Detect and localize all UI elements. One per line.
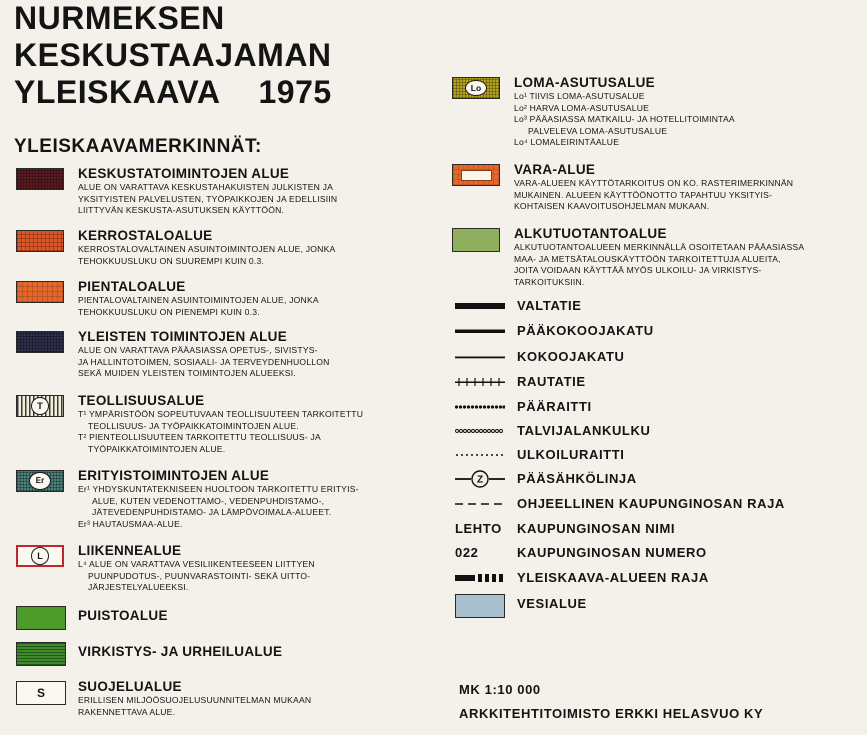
kerrostalo-swatch: [16, 230, 64, 252]
title-line-3: YLEISKAAVA: [14, 74, 221, 110]
power-line-icon: [455, 470, 505, 488]
vara-text: [514, 162, 867, 213]
line-label: PÄÄKOKOOJAKATU: [517, 323, 654, 338]
entry-desc: [78, 409, 418, 455]
entry-desc: [78, 695, 418, 718]
desc-line: ALUE ON VARATTAVA PÄÄASIASSA OPETUS-, SIVISTYS-: [78, 345, 318, 355]
desc-line: ALKUTUOTANTOALUEEN MERKINNÄLLÄ OSOITETAAN PÄÄASIASSA: [514, 242, 805, 252]
entry-name: PIENTALOALUE: [78, 279, 186, 294]
paakokoojakatu-line-icon: [455, 322, 505, 340]
desc-line: T² PIENTEOLLISUUTEEN TARKOITETTU TEOLLISUUS- JA: [78, 432, 321, 442]
lo-circle-icon: Lo: [465, 80, 487, 96]
entry-name: VIRKISTYS- JA URHEILUALUE: [78, 644, 283, 659]
loma-text: [514, 75, 867, 149]
desc-line: JÄRJESTELYALUEEKSI.: [88, 582, 189, 592]
desc-line: JA HALLINTOTOIMEN, SOSIAALI- JA TERVEYDENHUOLLON: [78, 356, 330, 367]
kerrostalo-text: [78, 228, 418, 267]
pientalo-text: [78, 279, 418, 318]
desc-line: Er¹ YHDYSKUNTATEKNISEEN HUOLTOON TARKOITETTU ERITYIS-: [78, 484, 359, 494]
loma-swatch: [452, 77, 500, 99]
desc-line: TYÖPAIKKATOIMINTOJEN ALUE.: [88, 443, 226, 454]
alkutuotanto-swatch: [452, 228, 500, 252]
line-label: VALTATIE: [517, 298, 582, 313]
puisto-swatch: [16, 606, 66, 630]
desc-line: RAKENNETTAVA ALUE.: [78, 706, 176, 717]
desc-line: Lo¹ TIIVIS LOMA-ASUTUSALUE: [514, 91, 645, 101]
suojelu-text: [78, 679, 418, 718]
line-label: KOKOOJAKATU: [517, 349, 625, 364]
map-title: [14, 0, 332, 111]
line-label: RAUTATIE: [517, 374, 586, 389]
line-label: PÄÄSÄHKÖLINJA: [517, 471, 637, 486]
entry-desc: [78, 559, 418, 594]
entry-name: YLEISTEN TOIMINTOJEN ALUE: [78, 329, 288, 344]
desc-line: MAA- JA METSÄTALOUSKÄYTTÖÖN TARKOITETTUJA ALUEITA,: [514, 253, 781, 264]
entry-desc: [514, 178, 867, 213]
entry-name: ERITYISTOIMINTOJEN ALUE: [78, 468, 270, 483]
line-label: ULKOILURAITTI: [517, 447, 625, 462]
vesi-swatch: [455, 594, 505, 618]
sparse-dots-line-icon: [455, 446, 505, 464]
desc-line: TARKOITUKSIIN.: [514, 276, 585, 287]
virkistys-text: [78, 644, 418, 659]
keskusta-text: [78, 166, 418, 217]
district-number-sample: 022: [455, 545, 479, 560]
title-line-3-wrap: [14, 74, 332, 111]
desc-line: MUKAINEN. ALUEEN KÄYTTÖÖNOTTO TAPAHTUU YKSITYIS-: [514, 189, 773, 200]
valtatie-line-icon: [455, 297, 505, 315]
dashed-line-icon: [455, 495, 505, 513]
desc-line: Er³ HAUTAUSMAA-ALUE.: [78, 518, 183, 529]
line-label: KAUPUNGINOSAN NIMI: [517, 521, 676, 536]
railway-line-icon: [455, 373, 505, 391]
line-label: OHJEELLINEN KAUPUNGINOSAN RAJA: [517, 496, 785, 511]
teollisuus-swatch: [16, 395, 64, 417]
entry-name: ALKUTUOTANTOALUE: [514, 226, 667, 241]
t-circle-icon: T: [31, 397, 49, 415]
suojelu-swatch: [16, 681, 66, 705]
alkutuotanto-text: [514, 226, 867, 288]
power-line-letter: Z: [476, 474, 484, 486]
entry-name: LOMA-ASUTUSALUE: [514, 75, 655, 90]
desc-line: PALVELEVA LOMA-ASUTUSALUE: [528, 125, 668, 136]
small-circles-line-icon: [455, 422, 505, 440]
erityis-text: [78, 468, 418, 530]
vara-swatch: [452, 164, 500, 186]
entry-name: VARA-ALUE: [514, 162, 596, 177]
kokoojakatu-line-icon: [455, 348, 505, 366]
entry-desc: [78, 295, 418, 318]
liikenne-swatch: [16, 545, 64, 567]
line-label: YLEISKAAVA-ALUEEN RAJA: [517, 570, 709, 585]
architect-office: ARKKITEHTITOIMISTO ERKKI HELASVUO KY: [459, 706, 764, 721]
desc-line: L⁴ ALUE ON VARATTAVA VESILIIKENTEESEEN LIITTYEN: [78, 559, 315, 569]
entry-desc: [78, 345, 418, 380]
entry-name: PUISTOALUE: [78, 608, 168, 623]
entry-desc: [514, 242, 867, 288]
line-label: PÄÄRAITTI: [517, 399, 592, 414]
keskusta-swatch: [16, 168, 64, 190]
desc-line: KOHTAISEN KAAVOITUSOHJELMAN MUKAAN.: [514, 201, 710, 211]
erityis-swatch: [16, 470, 64, 492]
desc-line: TEHOKKUUSLUKU ON SUUREMPI KUIN 0.3.: [78, 255, 265, 266]
entry-desc: [78, 182, 418, 217]
desc-line: JÄTEVEDENPUHDISTAMO- JA LÄMPÖVOIMALA-ALUEET.: [92, 507, 332, 517]
yleisten-swatch: [16, 331, 64, 353]
line-label: VESIALUE: [517, 596, 587, 611]
boundary-line-icon: [455, 569, 505, 587]
desc-line: ERILLISEN MILJÖÖSUOJELUSUUNNITELMAN MUKAAN: [78, 695, 312, 705]
desc-line: JOITA VOIDAAN KÄYTTÄÄ MYÖS ULKOILU- JA VIRKISTYS-: [514, 265, 762, 275]
er-circle-icon: Er: [29, 472, 51, 490]
desc-line: TEOLLISUUS- JA TYÖPAIKKATOIMINTOJEN ALUE.: [88, 420, 299, 431]
line-label: TALVIJALANKULKU: [517, 423, 651, 438]
line-label: KAUPUNGINOSAN NUMERO: [517, 545, 707, 560]
desc-line: LIITTYVÄN KESKUSTA-ASUTUKSEN KÄYTTÖÖN.: [78, 205, 285, 215]
l-circle-icon: L: [31, 547, 49, 565]
desc-line: VARA-ALUEEN KÄYTTÖTARKOITUS ON KO. RASTERIMERKINNÄN: [514, 178, 794, 188]
desc-line: ALUE ON VARATTAVA KESKUSTAHAKUISTEN JULKISTEN JA: [78, 182, 334, 192]
desc-line: PIENTALOVALTAINEN ASUINTOIMINTOJEN ALUE, JONKA: [78, 295, 319, 305]
title-line-1: NURMEKSEN: [14, 0, 225, 36]
virkistys-swatch: [16, 642, 66, 666]
entry-name: LIIKENNEALUE: [78, 543, 182, 558]
district-name-sample: LEHTO: [455, 521, 502, 536]
title-line-2: KESKUSTAAJAMAN: [14, 37, 332, 73]
entry-desc: [78, 244, 418, 267]
dense-dots-line-icon: [455, 398, 505, 416]
pientalo-swatch: [16, 281, 64, 303]
desc-line: KERROSTALOVALTAINEN ASUINTOIMINTOJEN ALUE, JONKA: [78, 244, 336, 254]
entry-name: SUOJELUALUE: [78, 679, 182, 694]
desc-line: PUUNPUDOTUS-, PUUNVARASTOINTI- SEKÄ UITTO-: [88, 570, 311, 581]
desc-line: TEHOKKUUSLUKU ON PIENEMPI KUIN 0.3.: [78, 306, 260, 317]
entry-desc: [514, 91, 867, 149]
desc-line: ALUE, KUTEN VEDENOTTAMO-, VEDENPUHDISTAMO-,: [92, 495, 325, 506]
liikenne-text: [78, 543, 418, 594]
desc-line: YKSITYISTEN PALVELUSTEN, TYÖPAIKKOJEN JA EDELLISIIN: [78, 193, 338, 204]
legend-heading: YLEISKAAVAMERKINNÄT:: [14, 136, 262, 157]
entry-desc: [78, 484, 418, 530]
entry-name: TEOLLISUUSALUE: [78, 393, 205, 408]
desc-line: Lo² HARVA LOMA-ASUTUSALUE: [514, 102, 650, 113]
map-scale: MK 1:10 000: [459, 682, 541, 697]
desc-line: Lo⁴ LOMALEIRINTÄALUE: [514, 137, 620, 147]
desc-line: SEKÄ MUIDEN YLEISTEN TOIMINTOJEN ALUEEKSI.: [78, 368, 296, 378]
puisto-text: [78, 608, 418, 623]
entry-name: KERROSTALOALUE: [78, 228, 213, 243]
desc-line: T¹ YMPÄRISTÖÖN SOPEUTUVAAN TEOLLISUUTEEN TARKOITETTU: [78, 409, 364, 419]
s-letter-icon: S: [36, 686, 46, 700]
title-year: 1975: [258, 74, 332, 110]
desc-line: Lo³ PÄÄASIASSA MATKAILU- JA HOTELLITOIMINTAA: [514, 114, 735, 124]
teollisuus-text: [78, 393, 418, 455]
yleisten-text: [78, 329, 418, 380]
entry-name: KESKUSTATOIMINTOJEN ALUE: [78, 166, 290, 181]
